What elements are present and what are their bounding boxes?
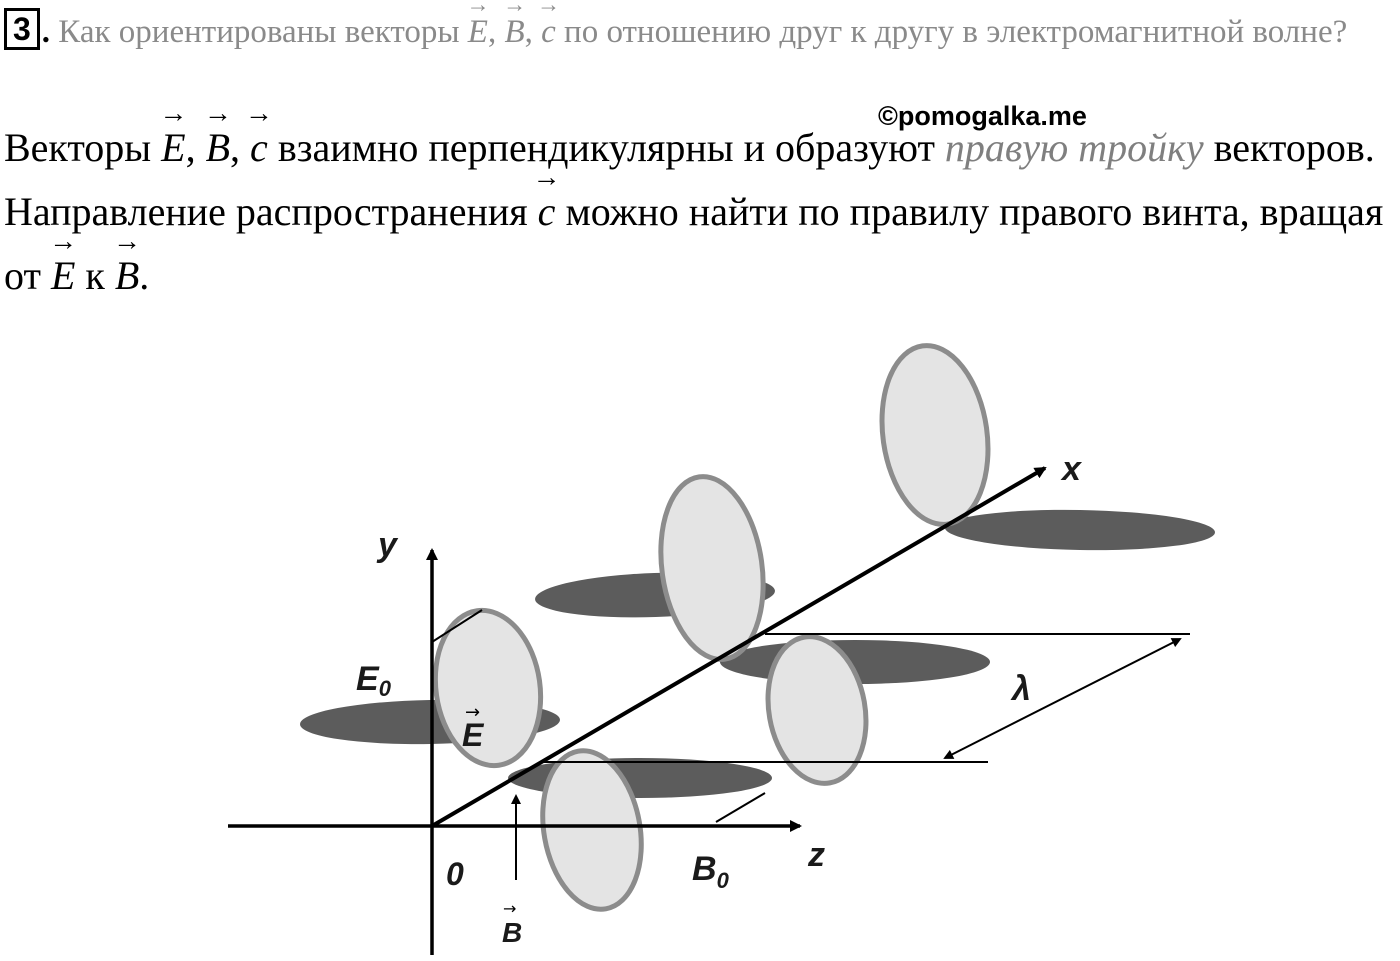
label-y: y <box>378 526 397 564</box>
answer-right-triple: правую тройку <box>944 125 1204 170</box>
question-sep-1: , <box>487 14 505 50</box>
answer-vector-e: → E <box>161 116 185 180</box>
answer-vector-e-2: → E <box>51 244 75 308</box>
em-wave-figure <box>0 320 1400 961</box>
answer-vector-c-2: → c <box>538 180 556 244</box>
label-e0-sub: 0 <box>378 676 391 701</box>
answer-s2: взаимно перпендикулярны и образуют <box>267 125 945 170</box>
answer-s6: . <box>139 253 150 298</box>
answer-vector-c: → c <box>250 116 268 180</box>
question-number: 3 <box>4 8 40 50</box>
answer-sep-1: , <box>185 125 206 170</box>
label-e-vector: E <box>462 717 484 753</box>
label-b-vector-arrow: → <box>503 899 517 918</box>
b0-guide-line <box>716 793 765 822</box>
answer-s3: векторов. Направление распространения <box>4 125 1375 234</box>
label-lambda: λ <box>1012 670 1031 708</box>
question-number-dot: . <box>41 14 51 50</box>
label-e0 <box>356 660 392 701</box>
electric-field-lobes <box>426 339 999 917</box>
label-x: x <box>1062 450 1081 488</box>
question-text-start: Как ориентированы векторы <box>58 14 468 50</box>
answer-vector-b-2: → B <box>115 244 139 308</box>
label-b0-main: B <box>692 850 717 888</box>
label-b-vector: B <box>502 917 523 948</box>
label-origin: 0 <box>446 856 464 892</box>
label-b0-sub: 0 <box>716 868 729 893</box>
label-b0 <box>692 850 730 893</box>
e-lobe-1 <box>426 604 551 773</box>
answer-sep-2: , <box>230 125 251 170</box>
question-text-end: по отношению друг к другу в электромагнитной волне? <box>555 14 1348 50</box>
answer-s1: Векторы <box>4 125 162 170</box>
question-sep-2: , <box>524 14 542 50</box>
question-vector-e: → E <box>468 6 488 58</box>
answer-vector-b: → B <box>206 116 230 180</box>
label-z: z <box>808 836 825 874</box>
question-vector-b: → B <box>504 6 524 58</box>
e-lobe-5 <box>871 339 999 532</box>
label-e-vector-arrow: → <box>465 702 481 723</box>
watermark: ©pomogalka.me <box>878 101 1087 131</box>
label-e0-main: E <box>356 660 379 698</box>
question-vector-c: → c <box>541 6 556 58</box>
question <box>4 6 1398 58</box>
b-lobe-5 <box>945 508 1216 553</box>
answer-s5: к <box>75 253 115 298</box>
answer <box>4 116 1400 308</box>
answer-s4: можно найти по правилу правого винта, вращая от <box>4 189 1384 298</box>
